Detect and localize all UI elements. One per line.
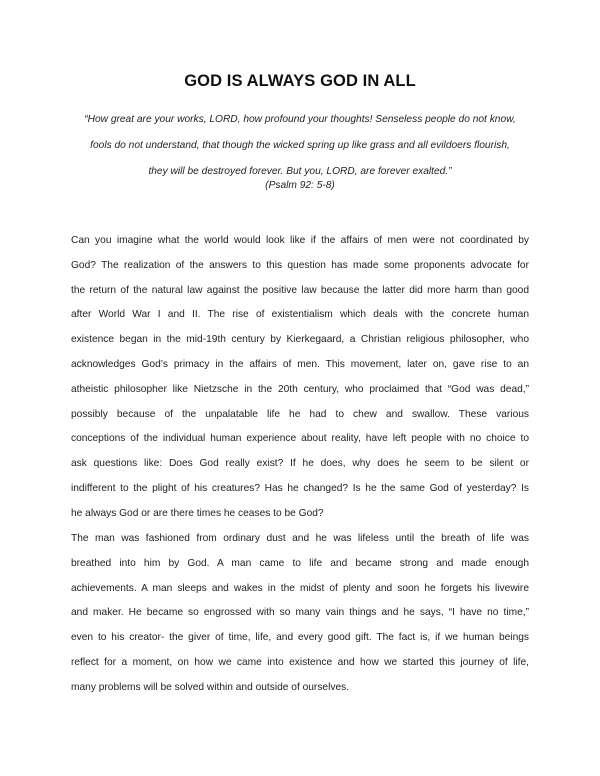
epigraph-line: “How great are your works, LORD, how profound your thoughts! Senseless people do not know, [84,114,516,125]
epigraph-line: they will be destroyed forever. But you, LORD, are forever exalted.” [148,166,452,177]
paragraph-line: many problems will be solved within and outside of ourselves. [71,681,350,693]
paragraph-line: existence began in the mid-19th century by Kierkegaard, a Christian religious philosopher, who [71,334,529,346]
paragraph-line: Can you imagine what the world would look like if the affairs of men were not coordinated by [71,235,529,246]
paragraph-line: breathed into him by God. A man came to life and became strong and made enough [71,557,529,569]
paragraph-line: atheistic philosopher like Nietzsche in the 20th century, who proclaimed that “God was dead,” [71,383,529,395]
epigraph-citation: (Psalm 92: 5-8) [265,180,335,191]
paragraph-line: after World War I and II. The rise of existentialism which deals with the concrete human [71,309,529,321]
paragraph-line: The man was fashioned from ordinary dust and he was lifeless until the breath of life was [71,533,529,544]
paragraph-line: the return of the natural law against the positive law because the latter did more harm than good [71,284,529,296]
paragraph-2 [71,532,529,706]
epigraph-line: fools do not understand, that though the wicked spring up like grass and all evildoers flourish, [90,140,510,151]
paragraph-line: God? The realization of the answers to this question has made some proponents advocate for [71,259,529,271]
paragraph-line: ask questions like: Does God really exist? If he does, why does he seem to be silent or [71,458,529,470]
paragraph-line: he always God or are there times he ceases to be God? [71,507,324,519]
paragraph-line: reflect for a moment, on how we came into existence and how we started this journey of life, [71,656,529,668]
paragraph-line: conceptions of the individual human experience about reality, have left people with no choice to [71,433,529,445]
paragraph-line: even to his creator- the giver of time, life, and every good gift. The fact is, if we human beings [71,632,529,644]
paragraph-line: acknowledges God’s primacy in the affairs of men. This movement, later on, gave rise to an [71,358,529,370]
paragraph-line: and maker. He became so engrossed with so many vain things and he says, “I have no time,” [71,607,529,619]
paragraph-1 [71,234,529,532]
document-title: GOD IS ALWAYS GOD IN ALL [184,72,416,90]
epigraph-quote [60,107,540,185]
paragraph-line: possibly because of the unpalatable life he had to chew and swallow. These various [71,408,529,420]
paragraph-line: indifferent to the plight of his creatures? Has he changed? Is he the same God of yesterday? Is [71,482,529,494]
paragraph-line: achievements. A man sleeps and wakes in the midst of plenty and soon he forgets his livewire [71,582,529,594]
